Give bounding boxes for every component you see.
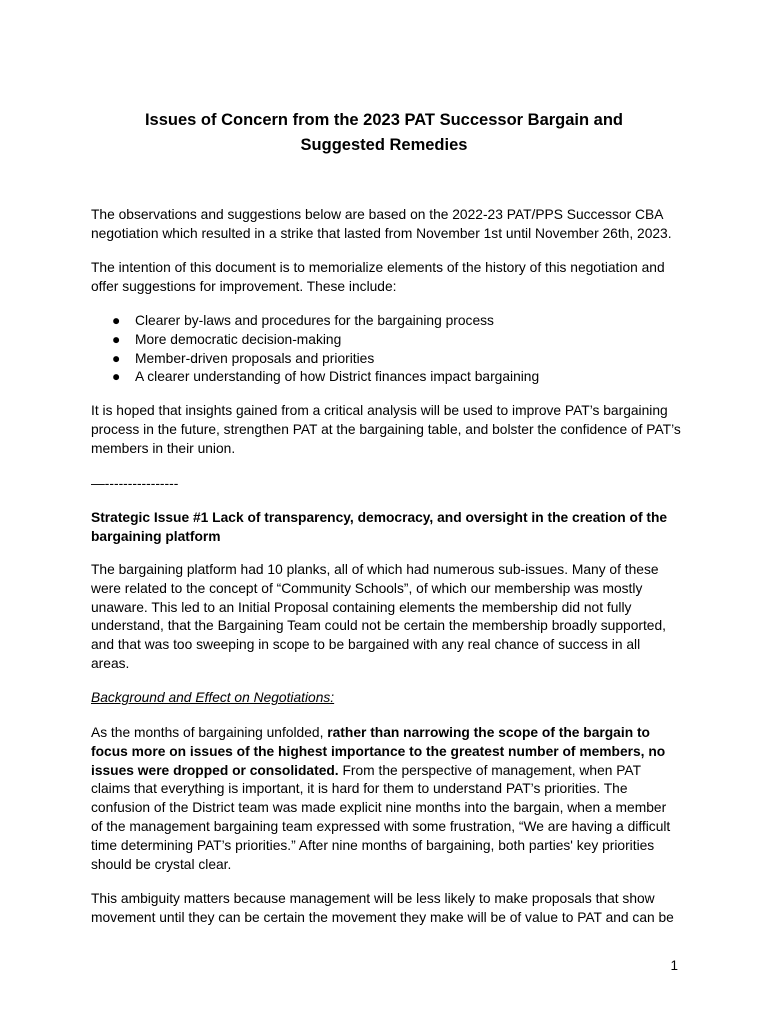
issue-1-paragraph-3: This ambiguity matters because management will be less likely to make proposals that show movement until they can be certain the movement they make will be of value to PAT and can be — [91, 891, 674, 925]
section-separator: —---------------- — [91, 476, 179, 491]
intro-paragraph-2: The intention of this document is to memorialize elements of the history of this negotiation and offer suggestions for improvement. These include: — [91, 260, 665, 294]
bullet-icon: ● — [112, 331, 121, 347]
hope-paragraph: It is hoped that insights gained from a critical analysis will be used to improve PAT’s bargaining process in the future, strengthen PAT at the bargaining table, and bolster the confidence of PAT’s members in their union. — [91, 403, 681, 456]
issue-1-subheading: Background and Effect on Negotiations: — [91, 690, 335, 705]
issue-1-paragraph-2: As the months of bargaining unfolded, rather than narrowing the scope of the bargain to focus more on issues of the highest importance to the greatest number of members, no issues were dropped or consolidated. From the perspective of management, when PAT claims that everything is important, it is hard for them to understand PAT’s priorities. The confusion of the District team was made explicit nine months into the bargain, when a member of the management bargaining team expressed with some frustration, “We are having a difficult time determining PAT’s priorities.” After nine months of bargaining, both parties' key priorities should be crystal clear. — [91, 725, 671, 872]
document-title — [90, 108, 678, 158]
issue-1-heading: Strategic Issue #1 Lack of transparency, democracy, and oversight in the creation of the bargaining platform — [91, 510, 668, 544]
list-item: ● A clearer understanding of how District finances impact bargaining — [91, 368, 651, 387]
bullet-icon: ● — [112, 350, 121, 366]
intro-paragraph-1: The observations and suggestions below are based on the 2022-23 PAT/PPS Successor CBA negotiation which resulted in a strike that lasted from November 1st until November 26th, 2023. — [91, 207, 672, 241]
emphasis-text: rather than narrowing the scope of the bargain to focus more on issues of the highest importance to the greatest number of members, no issues were dropped or consolidated. — [91, 725, 666, 778]
title-line-2: Suggested Remedies — [300, 136, 468, 154]
title-line-1: Issues of Concern from the 2023 PAT Successor Bargain and — [144, 111, 624, 129]
bullet-icon: ● — [112, 313, 121, 328]
improvement-list — [91, 312, 651, 387]
list-item: ● More democratic decision-making — [91, 331, 651, 350]
page-number: 1 — [670, 958, 678, 973]
list-item: ● Clearer by-laws and procedures for the bargaining process — [91, 312, 651, 331]
issue-1-paragraph-1: The bargaining platform had 10 planks, all of which had numerous sub-issues. Many of these were related to the concept of “Community Schools”, of which our membership was mostly unaware. This led to an Initial Proposal containing elements the membership did not fully understand, that the Bargaining Team could not be certain the membership broadly supported, and that was too sweeping in scope to be bargained with any real chance of success in all areas. — [91, 562, 666, 671]
bullet-icon: ● — [112, 369, 121, 385]
list-item: ● Member-driven proposals and priorities — [91, 350, 651, 369]
